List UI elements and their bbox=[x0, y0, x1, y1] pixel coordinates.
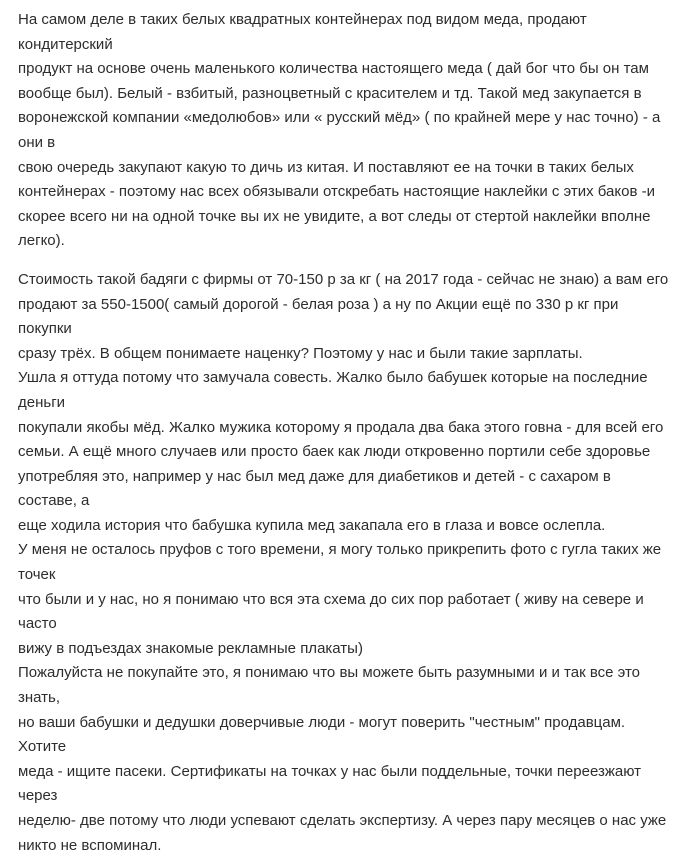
post-paragraph: На самом деле в таких белых квадратных контейнерах под видом меда, продают кондитерский продукт на основе очень маленького количества настоящего меда ( дай бог что бы он там вообще был). Белый - взбитый, разноцветный с красителем и тд. Такой мед закупается в воронежской компании «медолюбов» или « русский мёд» ( по крайней мере у нас точно) - а они в свою очередь закупают какую то дичь из китая. И поставляют ее на точки в таких белых контейнерах - поэтому нас всех обязывали отскребать настоящие наклейки с этих баков -и скорее всего ни на одной точке вы их не увидите, а вот следы от стертой наклейки вполне легко). bbox=[18, 11, 661, 250]
post-body bbox=[18, 8, 670, 858]
post-paragraph: Стоимость такой бадяги с фирмы от 70-150 р за кг ( на 2017 года - сейчас не знаю) а вам его продают за 550-1500( самый дорогой - белая роза ) а ну по Акции ещё по 330 р кг при покупки сразу трёх. В общем понимаете наценку? Поэтому у нас и были такие зарплаты. Ушла я оттуда потому что замучала совесть. Жалко было бабушек которые на последние деньги покупали якобы мёд. Жалко мужика которому я продала два бака этого говна - для всей его семьи. А ещё много случаев или просто баек как люди откровенно портили себе здоровье употребляя это, например у нас был мед даже для диабетиков и детей - с сахаром в составе, а еще ходила история что бабушка купила мед закапала его в глаза и вовсе ослепла. У меня не осталось пруфов с того времени, я могу только прикрепить фото с гугла таких же точек что были и у нас, но я понимаю что вся эта схема до сих пор работает ( живу на севере и часто вижу в подъездах знакомые рекламные плакаты) Пожалуйста не покупайте это, я понимаю что вы можете быть разумными и и так все это знать, но ваши бабушки и дедушки доверчивые люди - могут поверить "честным" продавцам. Хотите меда - ищите пасеки. Сертификаты на точках у нас были поддельные, точки переезжают через неделю- две потому что люди успевают сделать экспертизу. А через пару месяцев о нас уже никто не вспоминал. bbox=[18, 270, 669, 854]
